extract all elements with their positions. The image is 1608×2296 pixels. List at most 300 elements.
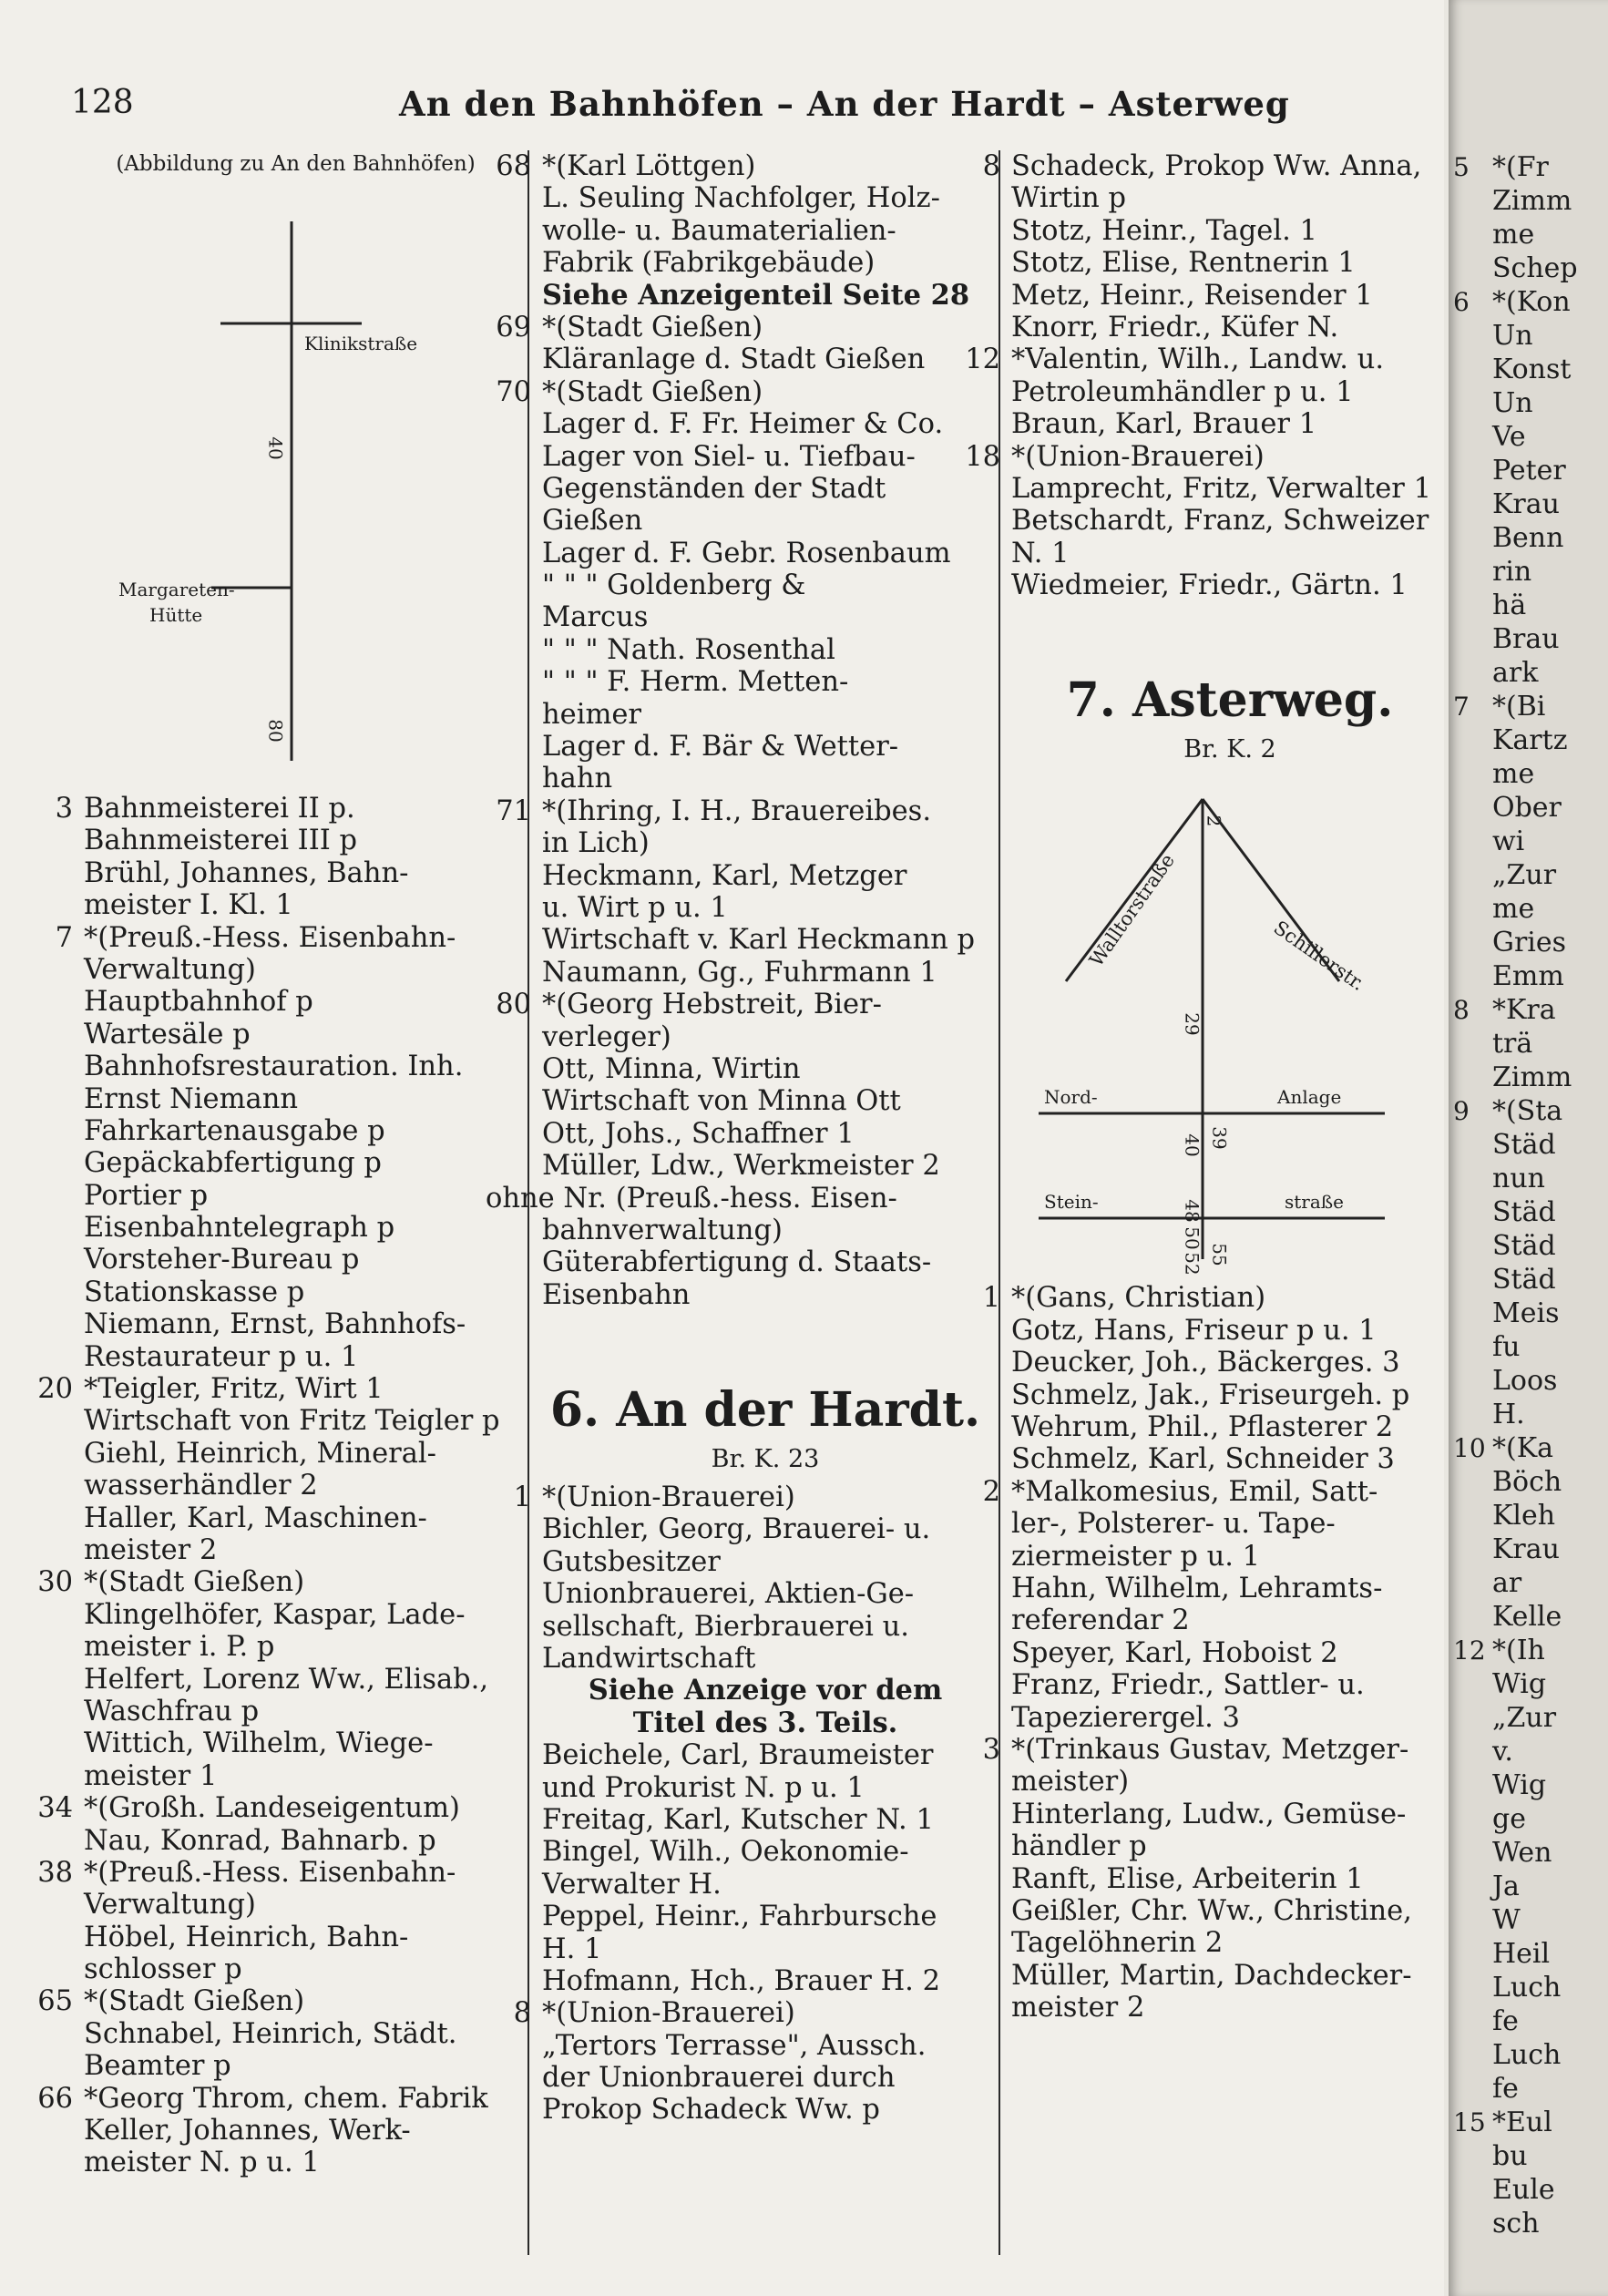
entry-line	[37, 1985, 517, 2018]
entry-text: Helfert, Lorenz Ww., Elisab.,	[84, 1663, 489, 1696]
house-number: 8	[982, 150, 1000, 182]
asterweg-diagram	[1011, 772, 1449, 1282]
entry-text: meister 2	[1011, 1992, 1145, 2024]
house-number: 69	[496, 311, 531, 343]
entry-line	[1011, 1669, 1449, 1701]
entry-text: Lager von Siel- u. Tiefbau-	[542, 440, 916, 473]
entry-text: Güterabfertigung d. Staats-	[542, 1246, 932, 1279]
entry-text: Lager d. F. Bär & Wetter-	[542, 731, 899, 764]
entry-text: Vorsteher-Bureau p	[84, 1244, 360, 1276]
entry-line	[84, 1502, 517, 1534]
entry-line	[84, 889, 517, 921]
house-number: 3	[55, 793, 73, 825]
adjacent-entry-text: Krau	[1492, 488, 1560, 520]
entry-line	[982, 1733, 1449, 1766]
label-48: 48	[1181, 1199, 1203, 1224]
adjacent-entry-text: *(Sta	[1492, 1095, 1563, 1127]
house-number: 3	[982, 1733, 1000, 1766]
entry-text: Stotz, Elise, Rentnerin 1	[1011, 247, 1356, 280]
entry-text: Peppel, Heinr., Fahrbursche	[542, 1901, 937, 1933]
entry-line	[542, 601, 988, 633]
adjacent-entry-line	[1492, 1229, 1608, 1263]
entry-line	[982, 1475, 1449, 1508]
entry-text: schlosser p	[84, 1953, 242, 1986]
entry-text: *(Stadt Gießen)	[84, 1985, 305, 2018]
adjacent-entry-text: trä	[1492, 1028, 1533, 1060]
entry-line	[1011, 1895, 1449, 1927]
entry-line	[542, 1215, 988, 1246]
entry-text: Nau, Konrad, Bahnarb. p	[84, 1824, 436, 1857]
entry-line	[542, 731, 988, 763]
entry-line	[542, 215, 988, 247]
label-strasse: straße	[1285, 1191, 1344, 1214]
entry-line	[84, 2115, 517, 2147]
entry-line	[37, 1856, 517, 1889]
house-number: 20	[37, 1373, 73, 1406]
entry-text: Lager d. F. Fr. Heimer & Co.	[542, 408, 944, 441]
entry-line	[84, 1664, 517, 1696]
entry-text: Schadeck, Prokop Ww. Anna,	[1011, 150, 1422, 182]
entry-text: Wirtschaft von Fritz Teigler p	[84, 1405, 500, 1438]
entry-line	[965, 440, 1449, 473]
entry-text: Bahnhofsrestauration. Inh.	[84, 1051, 464, 1083]
entry-text: Bahnmeisterei II p.	[84, 793, 355, 825]
adjacent-entry-line	[1492, 1532, 1608, 1566]
adjacent-entry-text: Städ	[1492, 1129, 1556, 1161]
entry-line	[542, 569, 988, 601]
adjacent-entry-line	[1492, 1263, 1608, 1297]
entry-line	[542, 1643, 988, 1675]
entry-text: Marcus	[542, 601, 649, 634]
house-number: 18	[965, 440, 1000, 473]
entry-text: Bahnmeisterei III p	[84, 825, 358, 857]
entry-line	[1011, 1347, 1449, 1379]
entry-text: *(Großh. Landeseigentum)	[84, 1792, 460, 1825]
entry-line	[513, 1997, 988, 2030]
entry-text: händler p	[1011, 1830, 1147, 1863]
adjacent-entry-text: Emm	[1492, 960, 1564, 992]
adjacent-entry-line	[1492, 1802, 1608, 1836]
entry-text: N. 1	[1011, 537, 1070, 569]
adjacent-entry-line	[1492, 858, 1608, 892]
adjacent-entry-line	[1492, 555, 1608, 589]
entry-line	[542, 1150, 988, 1182]
adjacent-entry-line	[1492, 1398, 1608, 1431]
entry-line	[542, 1279, 988, 1311]
adjacent-entry-line	[1453, 150, 1608, 184]
adjacent-house-number: 10	[1453, 1433, 1486, 1463]
house-number: 7	[55, 921, 73, 954]
entry-text: Klingelhöfer, Kaspar, Lade-	[84, 1598, 466, 1631]
adjacent-entry-line	[1492, 420, 1608, 454]
adjacent-entry-text: Kartz	[1492, 724, 1568, 756]
adjacent-entry-line	[1453, 285, 1608, 319]
entry-line	[1011, 1443, 1449, 1475]
entry-text: Heckmann, Karl, Metzger	[542, 859, 907, 892]
entry-text: Lager d. F. Gebr. Rosenbaum	[542, 537, 951, 569]
house-number: 34	[37, 1792, 73, 1825]
adjacent-entry-text: Luch	[1492, 2039, 1562, 2071]
adjacent-entry-line	[1492, 1027, 1608, 1061]
entry-text: Speyer, Karl, Hoboist 2	[1011, 1636, 1338, 1669]
entry-text: Restaurateur p u. 1	[84, 1340, 359, 1373]
adjacent-entry-text: Böch	[1492, 1466, 1562, 1498]
entry-line	[84, 1019, 517, 1051]
entry-line	[542, 1611, 988, 1643]
adjacent-entry-line	[1492, 622, 1608, 656]
adjacent-entry-line	[1492, 2072, 1608, 2106]
entry-line	[1011, 1573, 1449, 1604]
entry-text: Hauptbahnhof p	[84, 986, 313, 1019]
adjacent-entry-text: me	[1492, 219, 1535, 251]
entry-line	[37, 1792, 517, 1825]
adjacent-entry-text: hä	[1492, 589, 1527, 621]
adjacent-entry-text: Gries	[1492, 927, 1567, 958]
entry-line	[1011, 1766, 1449, 1798]
adjacent-entry-text: rin	[1492, 556, 1532, 588]
entry-line	[496, 150, 988, 182]
entry-line	[542, 1965, 988, 1997]
adjacent-entry-line	[1492, 825, 1608, 858]
entry-line	[542, 892, 988, 924]
entry-line	[1011, 1508, 1449, 1540]
entry-text: heimer	[542, 698, 641, 731]
entry-text: *(Georg Hebstreit, Bier-	[542, 989, 882, 1021]
entry-line	[84, 1760, 517, 1792]
house-number: 1	[982, 1282, 1000, 1315]
entry-line	[84, 1147, 517, 1179]
entry-line	[1011, 505, 1449, 537]
entry-line	[542, 1869, 988, 1901]
entry-line	[1011, 312, 1449, 343]
entry-line	[1011, 1960, 1449, 1992]
adjacent-page-edge	[1449, 0, 1608, 2296]
entry-text: Geißler, Chr. Ww., Christine,	[1011, 1894, 1412, 1927]
entry-text: Portier p	[84, 1179, 209, 1212]
adjacent-entry-line	[1492, 791, 1608, 825]
entry-line	[84, 1599, 517, 1631]
entry-text: Gutsbesitzer	[542, 1545, 721, 1578]
entry-text: „Tertors Terrasse", Aussch.	[542, 2029, 927, 2062]
adjacent-entry-text: Wig	[1492, 1769, 1547, 1801]
adjacent-entry-line	[1492, 723, 1608, 757]
page-header	[71, 84, 1429, 129]
adjacent-entry-line	[1492, 386, 1608, 420]
entry-text: Wirtschaft v. Karl Heckmann p	[542, 924, 976, 957]
entry-text: *Valentin, Wilh., Landw. u.	[1011, 343, 1385, 376]
adjacent-entry-text: Luch	[1492, 1972, 1562, 2004]
entry-text: sellschaft, Bierbrauerei u.	[542, 1610, 909, 1643]
entry-line	[84, 1115, 517, 1147]
entry-text: Knorr, Friedr., Küfer N.	[1011, 311, 1339, 343]
adjacent-entry-line	[1492, 251, 1608, 285]
entry-line	[542, 1675, 988, 1707]
entry-text: referendar 2	[1011, 1604, 1190, 1637]
entry-line	[37, 1373, 517, 1406]
adjacent-entry-line	[1492, 656, 1608, 690]
label-29: 29	[1181, 1012, 1203, 1037]
entry-line	[1011, 182, 1449, 214]
entry-text: Petroleumhändler p u. 1	[1011, 375, 1354, 408]
entry-text: *(Preuß.-Hess. Eisenbahn-	[84, 921, 456, 954]
entry-line	[1011, 1379, 1449, 1411]
entry-text: Ranft, Elise, Arbeiterin 1	[1011, 1862, 1364, 1895]
entry-text: Niemann, Ernst, Bahnhofs-	[84, 1308, 466, 1341]
entry-text: Stationskasse p	[84, 1276, 305, 1308]
entry-line	[542, 247, 988, 279]
column-1	[37, 150, 517, 2179]
adjacent-entry-text: Eule	[1492, 2174, 1555, 2206]
adjacent-entry-text: Schep	[1492, 252, 1578, 284]
adjacent-entry-line	[1492, 2139, 1608, 2173]
adjacent-entry-line	[1492, 1061, 1608, 1094]
adjacent-entry-line	[1492, 1836, 1608, 1870]
adjacent-entry-line	[1492, 1600, 1608, 1634]
adjacent-entry-text: sch	[1492, 2208, 1540, 2240]
entry-line	[542, 957, 988, 989]
entry-line	[84, 1180, 517, 1212]
label-schillerstr: Schillerstr.	[1269, 917, 1369, 996]
entry-line	[1011, 538, 1449, 569]
entry-text: Fahrkartenausgabe p	[84, 1114, 385, 1147]
adjacent-entry-text: Un	[1492, 387, 1533, 419]
entry-text: Wehrum, Phil., Pflasterer 2	[1011, 1411, 1394, 1444]
house-number: 66	[37, 2082, 73, 2115]
adjacent-entry-text: *(Ih	[1492, 1635, 1545, 1666]
adjacent-entry-line	[1492, 2207, 1608, 2240]
entry-line	[1011, 569, 1449, 601]
adjacent-entry-text: fe	[1492, 2005, 1519, 2037]
entry-text: Schnabel, Heinrich, Städt.	[84, 2017, 457, 2050]
adjacent-entry-text: Kleh	[1492, 1500, 1556, 1532]
entry-line	[965, 343, 1449, 376]
entry-text: *(Karl Löttgen)	[542, 150, 756, 182]
entry-line	[84, 2147, 517, 2178]
entry-line	[542, 473, 988, 505]
section-title-an-der-hardt: 6. An der Hardt.	[549, 1382, 981, 1439]
entry-line	[1011, 1411, 1449, 1443]
adjacent-entry-text: W	[1492, 1904, 1521, 1936]
entry-text: Müller, Martin, Dachdecker-	[1011, 1959, 1412, 1992]
entry-text: Giehl, Heinrich, Mineral-	[84, 1437, 436, 1470]
adjacent-entry-line	[1492, 1128, 1608, 1162]
entry-line	[84, 1727, 517, 1759]
entry-line	[1011, 1315, 1449, 1347]
entry-text: der Unionbrauerei durch	[542, 2062, 896, 2095]
entry-line	[542, 1836, 988, 1868]
entry-line	[542, 699, 988, 731]
label-klinikstrasse: Klinikstraße	[304, 333, 418, 354]
entry-line	[84, 1051, 517, 1082]
entry-line	[542, 1739, 988, 1771]
entry-text: H. 1	[542, 1932, 602, 1965]
entry-text: *Malkomesius, Emil, Satt-	[1011, 1475, 1378, 1508]
entry-text: Ott, Minna, Wirtin	[542, 1052, 801, 1085]
entry-line	[55, 921, 517, 954]
house-number: 70	[496, 375, 531, 408]
adjacent-entry-text: ar	[1492, 1567, 1522, 1599]
entry-text: " " " F. Herm. Metten-	[542, 666, 849, 699]
adjacent-entry-line	[1492, 959, 1608, 993]
adjacent-entry-text: „Zur	[1492, 859, 1557, 891]
entry-text: ziermeister p u. 1	[1011, 1540, 1261, 1573]
entry-line	[1011, 1604, 1449, 1636]
entry-line	[1011, 215, 1449, 247]
entry-line	[84, 1341, 517, 1373]
entry-line	[542, 827, 988, 859]
adjacent-entry-text: Konst	[1492, 354, 1572, 385]
adjacent-entry-line	[1492, 1735, 1608, 1768]
adjacent-entry-text: Peter	[1492, 455, 1566, 487]
bahnhoefen-entries-continued	[486, 150, 988, 1311]
entry-line	[496, 375, 988, 408]
entry-text: Schmelz, Jak., Friseurgeh. p	[1011, 1379, 1410, 1411]
adjacent-entry-line	[1492, 319, 1608, 353]
adjacent-page-entries	[1449, 0, 1608, 2240]
house-number: 1	[513, 1481, 531, 1514]
entry-text: *(Gans, Christian)	[1011, 1282, 1266, 1315]
entry-line	[982, 1282, 1449, 1315]
entry-line	[542, 1053, 988, 1085]
entry-text: meister)	[1011, 1766, 1130, 1799]
adjacent-entry-text: ark	[1492, 657, 1539, 689]
entry-text: Bingel, Wilh., Oekonomie-	[542, 1836, 909, 1869]
entry-text: Brühl, Johannes, Bahn-	[84, 856, 409, 889]
adjacent-entry-line	[1492, 892, 1608, 926]
entry-text: Landwirtschaft	[542, 1643, 756, 1676]
entry-text: ohne Nr. (Preuß.-hess. Eisen-	[486, 1182, 897, 1215]
entry-line	[55, 793, 517, 825]
entry-line	[1011, 1541, 1449, 1573]
entry-line	[1011, 1637, 1449, 1669]
adjacent-entry-text: Zimm	[1492, 185, 1572, 217]
entry-text: meister N. p u. 1	[84, 2147, 320, 2179]
entry-line	[84, 825, 517, 856]
column-2	[486, 150, 988, 2127]
adjacent-entry-text: Wig	[1492, 1668, 1547, 1700]
entry-text: Wirtschaft von Minna Ott	[542, 1085, 901, 1118]
entry-text: *(Preuß.-Hess. Eisenbahn-	[84, 1856, 456, 1889]
entry-line	[1011, 1992, 1449, 2024]
entry-line	[84, 954, 517, 986]
adjacent-entry-text: Brau	[1492, 623, 1560, 655]
adjacent-entry-line	[1492, 926, 1608, 959]
entry-line	[84, 2018, 517, 2050]
entry-line	[1011, 247, 1449, 279]
entry-line	[84, 1696, 517, 1727]
entry-text: Braun, Karl, Brauer 1	[1011, 408, 1317, 441]
entry-line	[542, 2030, 988, 2062]
entry-text: meister i. P. p	[84, 1631, 275, 1664]
adjacent-entry-text: *Kra	[1492, 994, 1556, 1026]
adjacent-entry-text: Ober	[1492, 792, 1562, 824]
entry-line	[982, 150, 1449, 182]
entry-line	[542, 505, 988, 537]
entry-line	[84, 1631, 517, 1663]
entry-text: " " " Goldenberg &	[542, 569, 806, 602]
entry-text: *(Trinkaus Gustav, Metzger-	[1011, 1733, 1409, 1766]
entry-text: Gotz, Hans, Friseur p u. 1	[1011, 1314, 1377, 1347]
adjacent-entry-line	[1492, 2038, 1608, 2072]
entry-text: L. Seuling Nachfolger, Holz-	[542, 182, 940, 215]
adjacent-entry-text: Städ	[1492, 1230, 1556, 1262]
entry-text: und Prokurist N. p u. 1	[542, 1771, 865, 1804]
bahnhoefen-entries	[37, 793, 517, 2179]
adjacent-entry-text: Wen	[1492, 1837, 1552, 1869]
entry-text: Beichele, Carl, Braumeister	[542, 1739, 934, 1772]
entry-text: *Georg Throm, chem. Fabrik	[84, 2082, 488, 2115]
adjacent-entry-text: Meis	[1492, 1297, 1560, 1329]
adjacent-entry-line	[1492, 1701, 1608, 1735]
adjacent-entry-text: ge	[1492, 1803, 1526, 1835]
house-number: 68	[496, 150, 531, 182]
adjacent-entry-line	[1492, 1903, 1608, 1937]
adjacent-entry-line	[1492, 1667, 1608, 1701]
adjacent-entry-line	[1492, 218, 1608, 251]
hardt-entries	[513, 1481, 988, 2127]
entry-line	[1011, 1830, 1449, 1862]
entry-line	[542, 666, 988, 698]
entry-text: Bichler, Georg, Brauerei- u.	[542, 1513, 931, 1546]
entry-line	[542, 860, 988, 892]
adjacent-entry-line	[1492, 2004, 1608, 2038]
entry-text: " " " Nath. Rosenthal	[542, 633, 835, 666]
adjacent-entry-text: Städ	[1492, 1196, 1556, 1228]
adjacent-entry-text: Ve	[1492, 421, 1526, 453]
entry-text: u. Wirt p u. 1	[542, 891, 728, 924]
house-number: 2	[982, 1475, 1000, 1508]
label-2: 2	[1203, 815, 1225, 827]
adjacent-entry-line	[1492, 1465, 1608, 1499]
entry-text: Keller, Johannes, Werk-	[84, 2115, 411, 2147]
entry-text: Gießen	[542, 505, 643, 538]
entry-line	[84, 857, 517, 889]
adjacent-entry-line	[1453, 1431, 1608, 1465]
entry-text: Freitag, Karl, Kutscher N. 1	[542, 1803, 934, 1836]
entry-line	[542, 1578, 988, 1610]
house-number: 80	[496, 989, 531, 1021]
house-number: 71	[496, 794, 531, 827]
adjacent-entry-text: Städ	[1492, 1264, 1556, 1296]
adjacent-entry-text: fe	[1492, 2073, 1519, 2105]
entry-text: Wiedmeier, Friedr., Gärtn. 1	[1011, 569, 1408, 602]
adjacent-entry-text: me	[1492, 758, 1535, 790]
adjacent-entry-text: Ja	[1492, 1871, 1520, 1902]
adjacent-entry-line	[1492, 487, 1608, 521]
entry-line	[542, 441, 988, 473]
entry-line	[84, 1953, 517, 1985]
entry-text: verleger)	[542, 1020, 671, 1053]
entry-text: Lamprecht, Fritz, Verwalter 1	[1011, 472, 1431, 505]
entry-text: Naumann, Gg., Fuhrmann 1	[542, 956, 937, 989]
entry-text: Deucker, Joh., Bäckerges. 3	[1011, 1347, 1400, 1379]
entry-line	[542, 2094, 988, 2126]
entry-line	[542, 182, 988, 214]
adjacent-entry-line	[1492, 589, 1608, 622]
entry-text: Wittich, Wilhelm, Wiege-	[84, 1727, 434, 1760]
adjacent-entry-text: wi	[1492, 825, 1525, 857]
adjacent-entry-line	[1492, 1364, 1608, 1398]
entry-text: Ernst Niemann	[84, 1082, 298, 1115]
entry-text: Beamter p	[84, 2050, 231, 2083]
entry-line	[84, 2050, 517, 2082]
entry-line	[542, 1901, 988, 1932]
entry-text: Wirtin p	[1011, 182, 1127, 215]
label-55: 55	[1208, 1243, 1231, 1267]
entry-line	[542, 538, 988, 569]
entry-text: Titel des 3. Teils.	[632, 1706, 898, 1739]
entry-text: Gepäckabfertigung p	[84, 1147, 382, 1180]
